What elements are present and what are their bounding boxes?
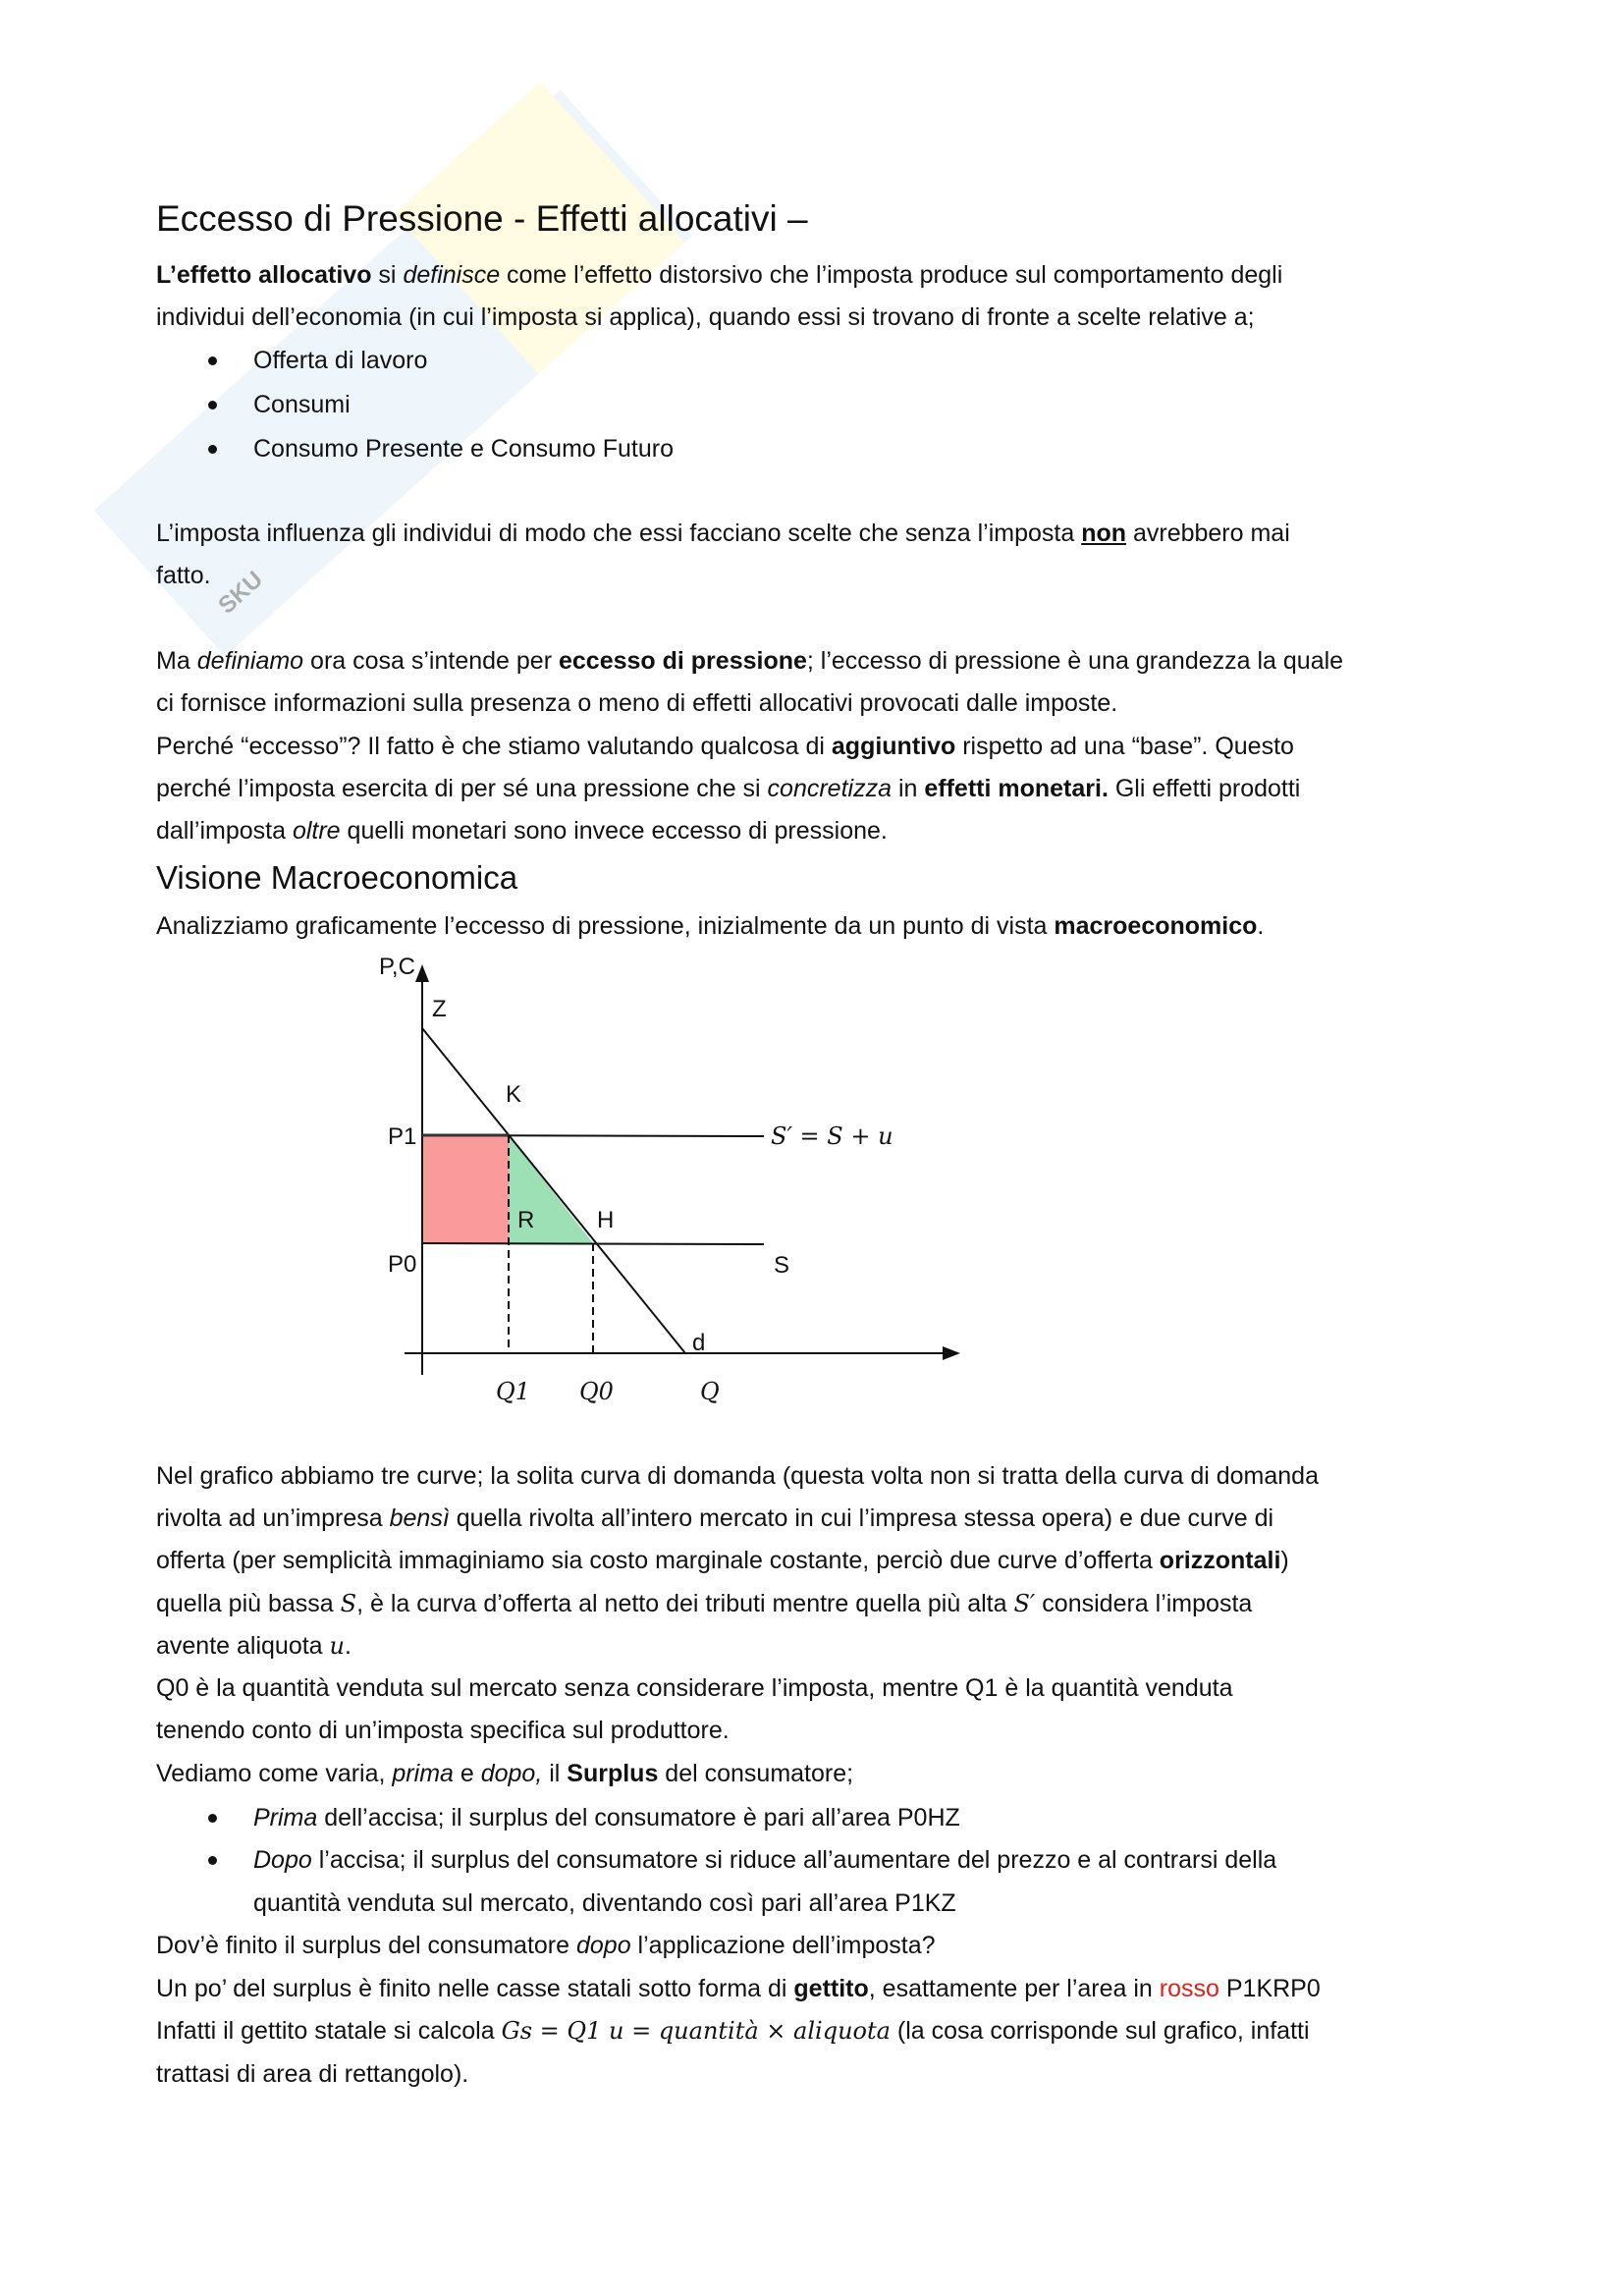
text-run: Offerta di lavoro bbox=[253, 347, 428, 374]
text-line bbox=[156, 1541, 1289, 1580]
text-run: non bbox=[1081, 519, 1127, 547]
text-run: dopo bbox=[575, 1932, 631, 1959]
text-run: come l’effetto distorsivo che l’imposta produce sul comportamento degli bbox=[500, 261, 1283, 289]
text-run: bensì bbox=[389, 1504, 450, 1532]
text-run: Perché “eccesso”? Il fatto è che stiamo valutando qualcosa di bbox=[156, 733, 832, 760]
bullet-icon bbox=[208, 1814, 217, 1823]
text-run: rosso bbox=[1159, 1975, 1219, 2002]
text-run: tenendo conto di un’imposta specifica sul produttore. bbox=[156, 1717, 730, 1744]
text-run: quella rivolta all’intero mercato in cui l’impresa stessa opera) e due curve di bbox=[449, 1504, 1274, 1532]
text-run: individui dell’economia (in cui l’imposta si applica), quando essi si trovano di fronte a scelte relative a; bbox=[156, 303, 1255, 331]
point-z: Z bbox=[432, 996, 447, 1022]
text-run: definisce bbox=[403, 261, 501, 289]
q0-label: Q0 bbox=[579, 1378, 614, 1405]
text-run: trattasi di area di rettangolo). bbox=[156, 2060, 469, 2088]
text-run: quella più bassa bbox=[156, 1590, 341, 1617]
text-run: S′ bbox=[1013, 1590, 1036, 1617]
svg-text:SKU: SKU bbox=[213, 566, 268, 620]
text-run: ci fornisce informazioni sulla presenza o meno di effetti allocativi provocati dalle imposte. bbox=[156, 689, 1118, 717]
text-line bbox=[156, 2011, 1310, 2050]
text-run: ) bbox=[1280, 1547, 1289, 1574]
text-run: definiamo bbox=[196, 647, 304, 675]
text-run: ora cosa s’intende per bbox=[303, 647, 559, 675]
text-run: ; l’eccesso di pressione è una grandezza la quale bbox=[806, 647, 1344, 675]
text-run: Gli effetti prodotti bbox=[1108, 775, 1301, 802]
text-run: Q0 è la quantità venduta sul mercato senza considerare l’imposta, mentre Q1 è la quantità venduta bbox=[156, 1674, 1233, 1702]
text-run: considera l’imposta bbox=[1035, 1590, 1253, 1617]
p1-label: P1 bbox=[388, 1123, 417, 1150]
text-run: l’accisa; il surplus del consumatore si riduce all’aumentare del prezzo e al contrarsi della bbox=[311, 1846, 1277, 1874]
text-run: dopo, bbox=[480, 1760, 543, 1787]
revenue-area bbox=[422, 1135, 509, 1243]
text-run: macroeconomico bbox=[1054, 912, 1258, 940]
text-line bbox=[156, 1969, 1321, 2008]
text-run: quantità venduta sul mercato, diventando così pari all’area P1KZ bbox=[253, 1889, 956, 1917]
text-run: in bbox=[892, 775, 925, 802]
text-run: dall’imposta bbox=[156, 817, 293, 845]
text-line bbox=[156, 1584, 1252, 1623]
text-run: . bbox=[345, 1632, 352, 1660]
text-run: Prima bbox=[253, 1804, 318, 1831]
text-run: prima bbox=[392, 1760, 454, 1787]
text-line bbox=[156, 1754, 853, 1793]
point-d: d bbox=[692, 1330, 706, 1356]
text-run: , è la curva d’offerta al netto dei tributi mentre quella più alta bbox=[356, 1590, 1014, 1617]
text-line bbox=[156, 1668, 1232, 1708]
text-run: si bbox=[371, 261, 404, 289]
text-run: Consumi bbox=[253, 391, 351, 418]
text-run: P1KRP0 bbox=[1218, 1975, 1321, 2002]
text-run: perché l’imposta esercita di per sé una pressione che si bbox=[156, 775, 768, 802]
text-run: . bbox=[1257, 912, 1265, 940]
text-run: concretizza bbox=[767, 775, 892, 802]
text-run: aggiuntivo bbox=[831, 733, 956, 760]
bullet-item bbox=[253, 1798, 960, 1837]
text-run: Gs = Q1 u = quantità × aliquota bbox=[501, 2017, 891, 2045]
s-label: S bbox=[774, 1252, 790, 1279]
q1-label: Q1 bbox=[496, 1378, 530, 1405]
y-axis-label: P,C bbox=[379, 954, 415, 980]
text-line bbox=[156, 2054, 468, 2094]
text-run: Ma bbox=[156, 647, 197, 675]
text-run: quelli monetari sono invece eccesso di pressione. bbox=[340, 817, 888, 845]
text-run: Un po’ del surplus è finito nelle casse statali sotto forma di bbox=[156, 1975, 794, 2002]
text-run: oltre bbox=[292, 817, 341, 845]
bullet-item bbox=[253, 1840, 1276, 1880]
text-run: u bbox=[329, 1632, 345, 1660]
text-run: (la cosa corrisponde sul grafico, infatti bbox=[890, 2017, 1310, 2045]
text-run: dell’accisa; il surplus del consumatore è pari all’area P0HZ bbox=[317, 1804, 960, 1831]
text-run: del consumatore; bbox=[658, 1760, 854, 1787]
text-run: orizzontali bbox=[1159, 1547, 1281, 1574]
text-run: , esattamente per l’area in bbox=[868, 1975, 1160, 2002]
text-run: il bbox=[542, 1760, 568, 1787]
bullet-item bbox=[253, 1884, 956, 1923]
text-run: Infatti il gettito statale si calcola bbox=[156, 2017, 502, 2045]
text-run: Dopo bbox=[253, 1846, 312, 1874]
p0-label: P0 bbox=[388, 1251, 417, 1278]
text-run: L’imposta influenza gli individui di modo che essi facciano scelte che senza l’imposta bbox=[156, 519, 1082, 547]
text-line bbox=[156, 1626, 352, 1666]
text-run: avrebbero mai bbox=[1126, 519, 1290, 547]
text-run: Eccesso di Pressione - Effetti allocativi – bbox=[156, 198, 808, 239]
text-run: gettito bbox=[793, 1975, 869, 2002]
text-run: Visione Macroeconomica bbox=[156, 859, 518, 896]
text-run: Analizziamo graficamente l’eccesso di pressione, inizialmente da un punto di vista bbox=[156, 912, 1055, 940]
x-axis-arrow bbox=[943, 1346, 960, 1360]
bullet-icon bbox=[208, 1856, 217, 1865]
point-h: H bbox=[597, 1207, 615, 1233]
point-k: K bbox=[506, 1081, 522, 1108]
text-run: eccesso di pressione bbox=[558, 647, 807, 675]
text-line bbox=[156, 1499, 1273, 1538]
text-run: rispetto ad una “base”. Questo bbox=[955, 733, 1294, 760]
text-run: effetti monetari. bbox=[924, 775, 1109, 802]
text-run: e bbox=[453, 1760, 481, 1787]
text-run: Surplus bbox=[567, 1760, 659, 1787]
text-line bbox=[156, 1711, 730, 1750]
x-axis-label: Q bbox=[700, 1378, 720, 1405]
text-run: Nel grafico abbiamo tre curve; la solita curva di domanda (questa volta non si tratta della curva di domanda bbox=[156, 1462, 1319, 1490]
text-run: fatto. bbox=[156, 562, 211, 589]
text-run: S bbox=[340, 1590, 357, 1617]
text-run: rivolta ad un’impresa bbox=[156, 1504, 390, 1532]
text-run: Vediamo come varia, bbox=[156, 1760, 393, 1787]
y-axis-arrow bbox=[415, 964, 429, 982]
text-run: l’applicazione dell’imposta? bbox=[630, 1932, 936, 1959]
text-run: offerta (per semplicità immaginiamo sia costo marginale costante, perciò due curve d’offerta bbox=[156, 1547, 1160, 1574]
text-run: L’effetto allocativo bbox=[156, 261, 372, 289]
point-r: R bbox=[517, 1207, 535, 1233]
s-prime-label: S′ = S + u bbox=[771, 1122, 893, 1150]
text-line bbox=[156, 1456, 1319, 1496]
text-run: Consumo Presente e Consumo Futuro bbox=[253, 435, 674, 463]
text-line bbox=[156, 1926, 936, 1965]
text-run: avente aliquota bbox=[156, 1632, 330, 1660]
text-run: Dov’è finito il surplus del consumatore bbox=[156, 1932, 576, 1959]
